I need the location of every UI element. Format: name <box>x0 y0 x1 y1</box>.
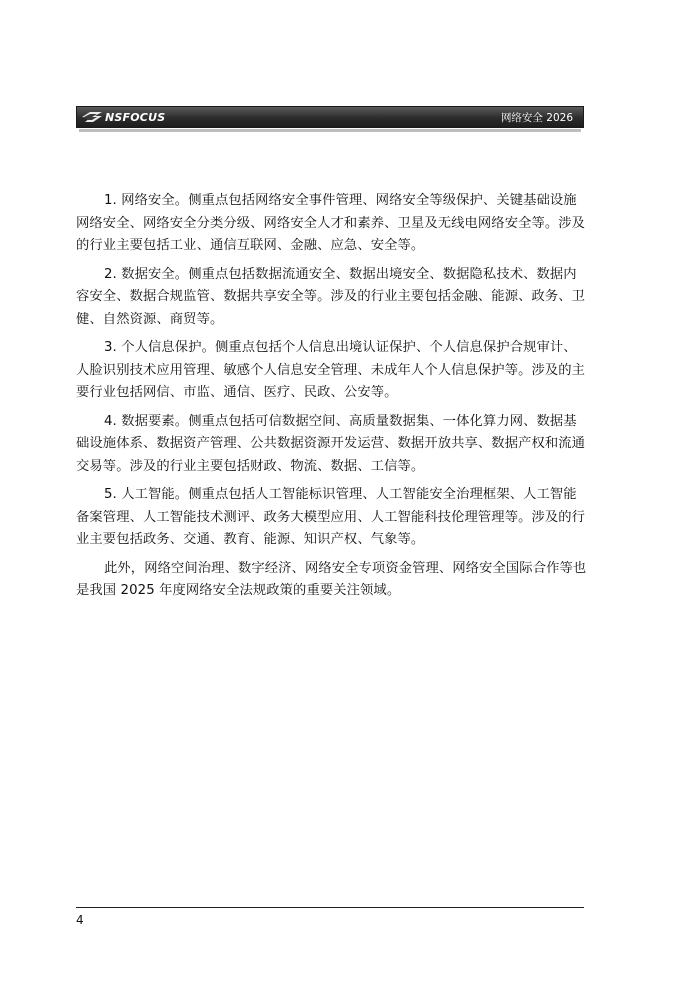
page-header <box>76 106 584 128</box>
footer-divider <box>76 907 584 908</box>
header-title: 网络安全 2026 <box>500 112 573 124</box>
logo-text: NSFOCUS <box>105 110 166 124</box>
nsfocus-logo <box>81 109 165 125</box>
paragraph-personal-info-protection: 3. 个人信息保护。侧重点包括个人信息出境认证保护、个人信息保护合规审计、人脸识别技术应用管理、敏感个人信息安全管理、未成年人个人信息保护等。涉及的主要行业包括网信、市监、通信、医疗、民政、公安等。 <box>76 340 586 400</box>
paragraph-artificial-intelligence: 5. 人工智能。侧重点包括人工智能标识管理、人工智能安全治理框架、人工智能备案管理、人工智能技术测评、政务大模型应用、人工智能科技伦理管理等。涉及的行业主要包括政务、交通、教育、能源、知识产权、气象等。 <box>76 487 586 547</box>
paragraph-other-areas: 此外，网络空间治理、数字经济、网络安全专项资金管理、网络安全国际合作等也是我国 2025 年度网络安全法规政策的重要关注领域。 <box>76 560 587 598</box>
paragraph-data-security: 2. 数据安全。侧重点包括数据流通安全、数据出境安全、数据隐私技术、数据内容安全、数据合规监管、数据共享安全等。涉及的行业主要包括金融、能源、政务、卫健、自然资源、商贸等。 <box>76 266 586 327</box>
page-number: 4 <box>76 913 84 927</box>
document-body <box>76 190 588 609</box>
nsfocus-logo-icon <box>81 110 103 124</box>
paragraph-network-security: 1. 网络安全。侧重点包括网络安全事件管理、网络安全等级保护、关键基础设施网络安全、网络安全分类分级、网络安全人才和素养、卫星及无线电网络安全等。涉及的行业主要包括工业、通信互联网、金融、应急、安全等。 <box>76 193 586 253</box>
paragraph-data-elements: 4. 数据要素。侧重点包括可信数据空间、高质量数据集、一体化算力网、数据基础设施体系、数据资产管理、公共数据资源开发运营、数据开放共享、数据产权和流通交易等。涉及的行业主要包括财政、物流、数据、工信等。 <box>76 413 586 474</box>
